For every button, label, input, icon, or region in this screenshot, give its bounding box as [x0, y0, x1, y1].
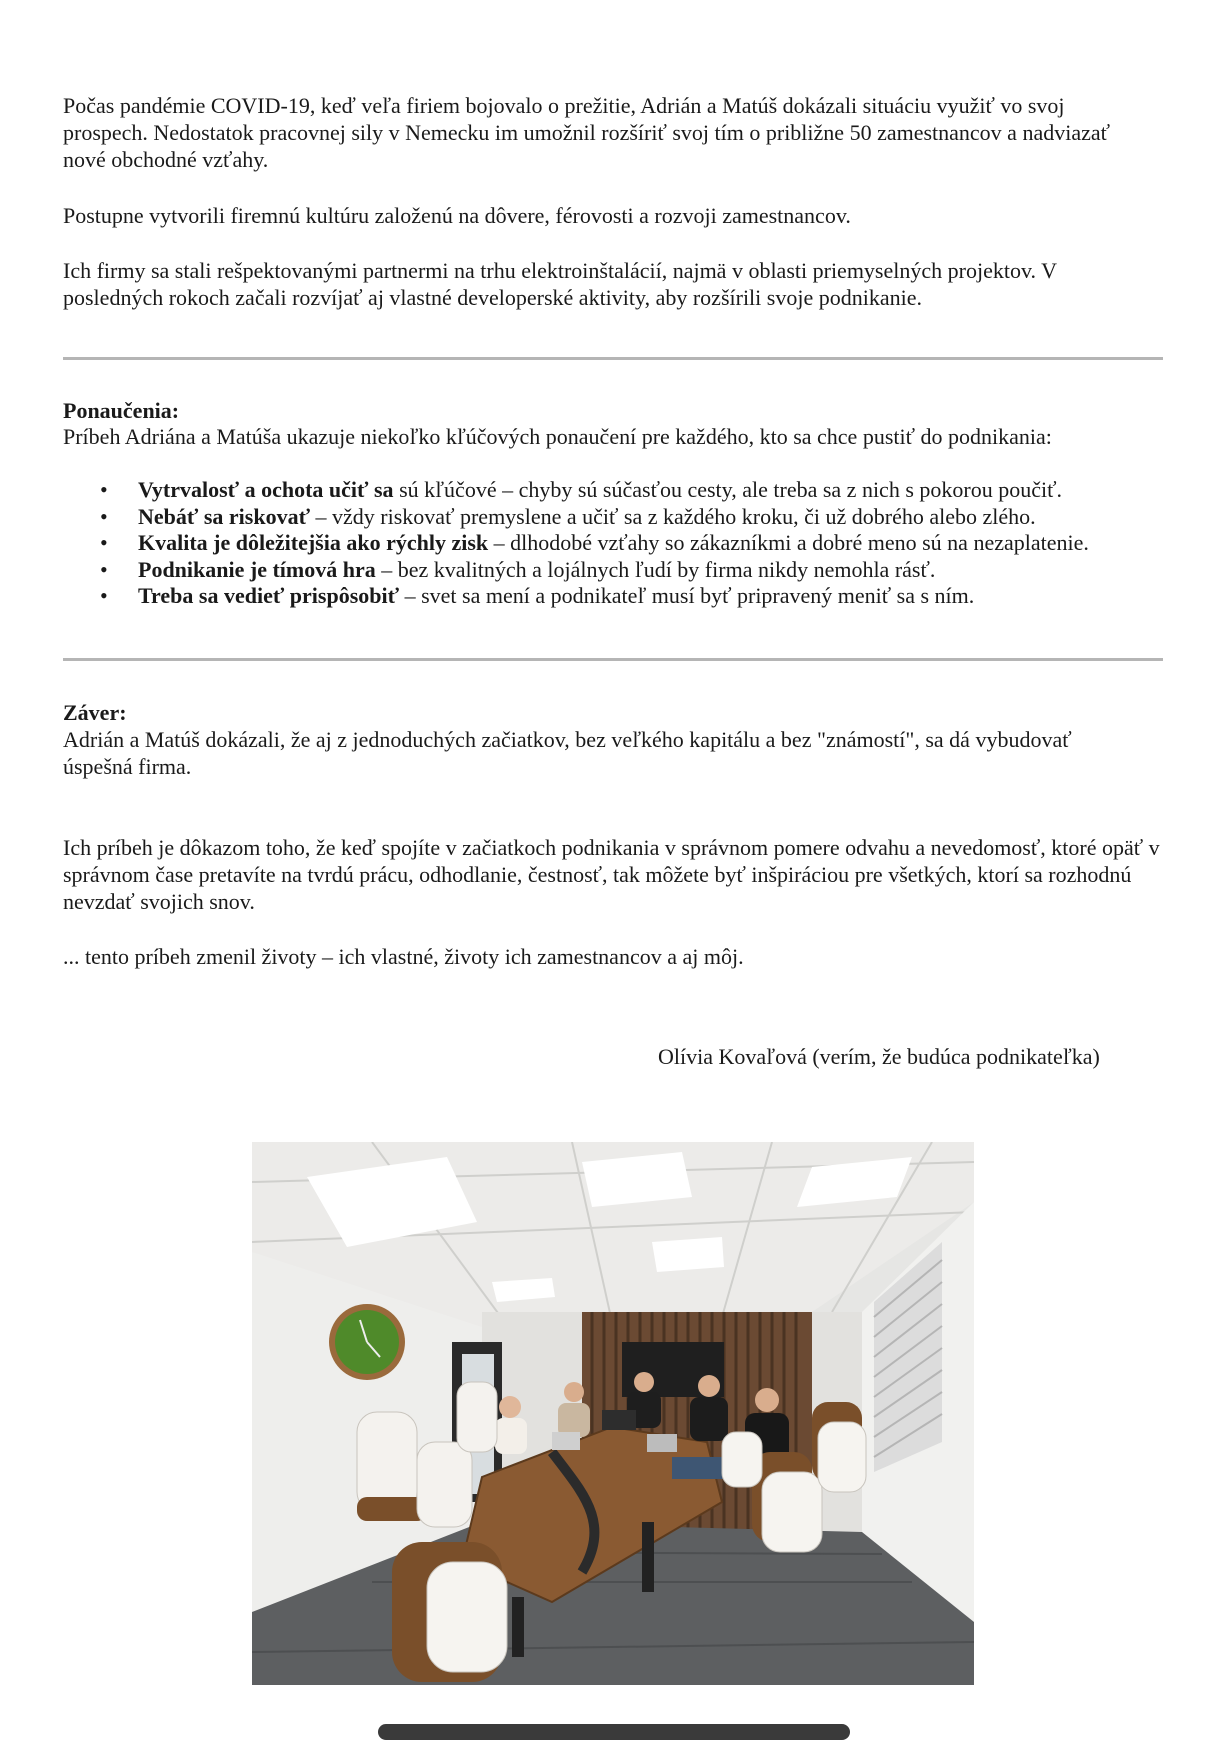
paragraph-partners: Ich firmy sa stali rešpektovanými partnermi na trhu elektroinštalácií, najmä v oblasti priemyselných projektov. V posledných rokoch začali rozvíjať aj vlastné developerské aktivity, aby rozšírili svoje podnikanie. — [63, 258, 1057, 310]
lesson-title: Nebáť sa riskovať — [138, 503, 311, 529]
paragraph-story: Ich príbeh je dôkazom toho, že keď spojíte v začiatkoch podnikania v správnom pomere odvahu a nevedomosť, ktoré opäť v správnom čase pretavíte na tvrdú prácu, odhodlanie, čestnosť, tak môžete byť inšpiráciou pre všetkých, ktorí sa rozhodnú nevzdať svojich snov. — [63, 835, 1160, 914]
list-item — [138, 557, 1163, 584]
lesson-title: Treba sa vedieť prispôsobiť — [138, 583, 400, 608]
list-item — [138, 477, 1163, 504]
conclusion-body: Adrián a Matúš dokázali, že aj z jednoduchých začiatkov, bez veľkého kapitálu a bez "známostí", sa dá vybudovať úspešná firma. — [63, 727, 1072, 779]
lessons-intro: Príbeh Adriána a Matúša ukazuje niekoľko kľúčových ponaučení pre každého, kto sa chce pustiť do podnikania: — [63, 424, 1052, 449]
lessons-list — [63, 477, 1163, 610]
lesson-text: – dlhodobé vzťahy so zákazníkmi a dobré meno sú na nezaplatenie. — [488, 530, 1089, 555]
list-item — [138, 504, 1163, 531]
home-indicator[interactable] — [378, 1724, 850, 1740]
lesson-title: Podnikanie je tímová hra — [138, 556, 376, 582]
list-item — [138, 530, 1163, 557]
signature: Olívia Kovaľová (verím, že budúca podnikateľka) — [658, 1044, 1100, 1069]
lesson-text: sú kľúčové – chyby sú súčasťou cesty, ale treba sa z nich s pokorou poučiť. — [393, 477, 1062, 502]
list-item — [138, 583, 1163, 610]
lesson-text: – svet sa mení a podnikateľ musí byť pripravený meniť sa s ním. — [399, 583, 975, 608]
lesson-text: – bez kvalitných a lojálnych ľudí by firma nikdy nemohla rásť. — [375, 556, 936, 582]
horizontal-divider — [63, 658, 1163, 661]
conclusion-heading: Záver: — [63, 700, 127, 725]
lessons-heading: Ponaučenia: — [63, 398, 180, 423]
lesson-text: – vždy riskovať premyslene a učiť sa z každého kroku, či už dobrého alebo zlého. — [310, 503, 1036, 529]
paragraph-culture: Postupne vytvorili firemnú kultúru založenú na dôvere, férovosti a rozvoji zamestnancov. — [63, 203, 851, 228]
lesson-title: Kvalita je dôležitejšia ako rýchly zisk — [138, 530, 489, 555]
paragraph-covid: Počas pandémie COVID-19, keď veľa firiem bojovalo o prežitie, Adrián a Matúš dokázali situáciu využiť vo svoj prospech. Nedostatok pracovnej sily v Nemecku im umožnil rozšíriť svoj tím o približne 50 zamestnancov a nadviazať nové obchodné vzťahy. — [63, 93, 1111, 172]
lesson-title: Vytrvalosť a ochota učiť sa — [138, 477, 394, 502]
horizontal-divider — [63, 357, 1163, 360]
paragraph-ending: ... tento príbeh zmenil životy – ich vlastné, životy ich zamestnancov a aj môj. — [63, 944, 744, 969]
meeting-room-photo — [252, 1142, 974, 1685]
